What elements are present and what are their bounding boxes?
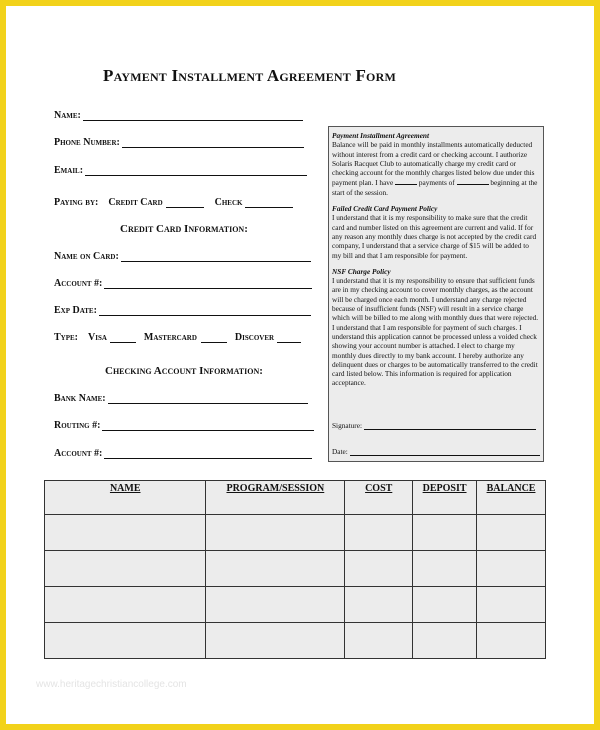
table-row [45,551,546,587]
signature-line[interactable] [364,422,536,430]
name-on-card-field[interactable] [54,251,311,262]
date-label: Date: [332,447,348,456]
paying-by-label: Paying by: [54,197,99,208]
table-cell[interactable] [413,551,477,587]
header-balance: BALANCE [477,481,546,515]
table-cell[interactable] [477,515,546,551]
table-row [45,515,546,551]
visa-label: Visa [88,332,107,343]
table-cell[interactable] [45,551,206,587]
checking-account-line[interactable] [104,449,312,459]
table-cell[interactable] [206,551,345,587]
account-field[interactable] [54,278,312,289]
installment-text-2: payments of [418,178,455,188]
bank-name-label: Bank Name: [54,393,106,404]
name-on-card-label: Name on Card: [54,251,119,262]
name-on-card-line[interactable] [121,252,311,262]
bank-name-field[interactable] [54,393,308,404]
mastercard-label: Mastercard [143,332,197,343]
table-cell[interactable] [345,623,413,659]
table-cell[interactable] [206,587,345,623]
table-cell[interactable] [45,587,206,623]
exp-date-label: Exp Date: [54,305,97,316]
exp-date-field[interactable] [54,305,311,316]
phone-label: Phone Number: [54,137,120,148]
table-cell[interactable] [45,515,206,551]
table-cell[interactable] [477,551,546,587]
installment-text-3: beginning at the start of the session. [332,178,538,197]
table-cell[interactable] [477,587,546,623]
visa-line[interactable] [110,333,136,343]
failed-payment-text: I understand that it is my responsibility to make sure that the credit card and number listed on this agreement are current and valid. If for any reason any monthly dues charge is not accepted by the credit card company, I understand that a service charge of $15 will be added to my bill and that I am responsible for payment. [332,213,537,260]
email-field[interactable] [54,165,307,176]
installment-text: Balance will be paid in monthly installments automatically deducted without interest from a credit card or checking account. I authorize Solaris Racquet Club to automatically charge my credit card or checking account for the monthly charges listed below due under this payment plan. I have [332,140,535,188]
routing-line[interactable] [102,421,314,431]
payments-count-blank[interactable] [395,177,417,185]
credit-card-label: Credit Card [108,197,163,208]
signature-label: Signature: [332,421,362,430]
discover-label: Discover [234,332,275,343]
table-row [45,623,546,659]
routing-label: Routing #: [54,420,101,431]
table-cell[interactable] [413,623,477,659]
name-field[interactable] [54,110,303,121]
name-line[interactable] [83,111,303,121]
type-label: Type: [54,332,78,343]
form-page [6,6,594,724]
registration-table [44,480,546,659]
card-type-field [54,332,301,343]
credit-card-info-heading: Credit Card Information: [120,223,248,235]
account-label: Account #: [54,278,103,289]
table-cell[interactable] [45,623,206,659]
table-cell[interactable] [413,587,477,623]
header-cost: COST [345,481,413,515]
header-name: NAME [45,481,206,515]
email-label: Email: [54,165,84,176]
bank-name-line[interactable] [108,394,308,404]
exp-date-line[interactable] [99,306,311,316]
table-cell[interactable] [345,587,413,623]
check-line[interactable] [245,198,293,208]
mastercard-line[interactable] [201,333,227,343]
payment-amount-blank[interactable] [457,177,489,185]
header-program-session: PROGRAM/SESSION [206,481,345,515]
failed-payment-title: Failed Credit Card Payment Policy [332,204,438,214]
phone-field[interactable] [54,137,304,148]
nsf-text: I understand that it is my responsibility to ensure that sufficient funds are in my checking account to cover monthly charges, as the account will be charged once each month. I understand any charge rejected because of insufficient funds (NSF) will result in a service charge which will be billed to me along with monthly dues that were rejected. I understand that I am responsible for payment of such charges. I understand this application cannot be processed unless a voided check showing your account number is attached. I elect to charge my monthly dues directly to my bank account. I hereby authorize any delinquent dues or charges to be automatically transferred to the credit card listed below. This information is required for application acceptance. [332,276,539,388]
checking-account-field[interactable] [54,448,312,459]
table-header-row [45,481,546,515]
checking-account-label: Account #: [54,448,103,459]
watermark-text: www.heritagechristiancollege.com [36,679,187,690]
table-cell[interactable] [345,551,413,587]
phone-line[interactable] [122,138,304,148]
account-line[interactable] [104,279,312,289]
email-line[interactable] [85,166,307,176]
table-cell[interactable] [413,515,477,551]
check-label: Check [214,197,243,208]
table-row [45,587,546,623]
signature-field[interactable] [332,421,536,430]
date-field[interactable] [332,447,540,456]
table-cell[interactable] [477,623,546,659]
table-cell[interactable] [206,623,345,659]
discover-line[interactable] [277,333,301,343]
nsf-title: NSF Charge Policy [332,266,391,276]
date-line[interactable] [350,448,540,456]
routing-field[interactable] [54,420,314,431]
header-deposit: DEPOSIT [413,481,477,515]
installment-title: Payment Installment Agreement [332,131,430,140]
form-title: Payment Installment Agreement Form [103,66,396,85]
name-label: Name: [54,110,81,121]
credit-card-line[interactable] [166,198,204,208]
paying-by-field [54,197,293,208]
policy-box [328,126,544,462]
checking-info-heading: Checking Account Information: [105,365,263,377]
table-cell[interactable] [206,515,345,551]
table-cell[interactable] [345,515,413,551]
